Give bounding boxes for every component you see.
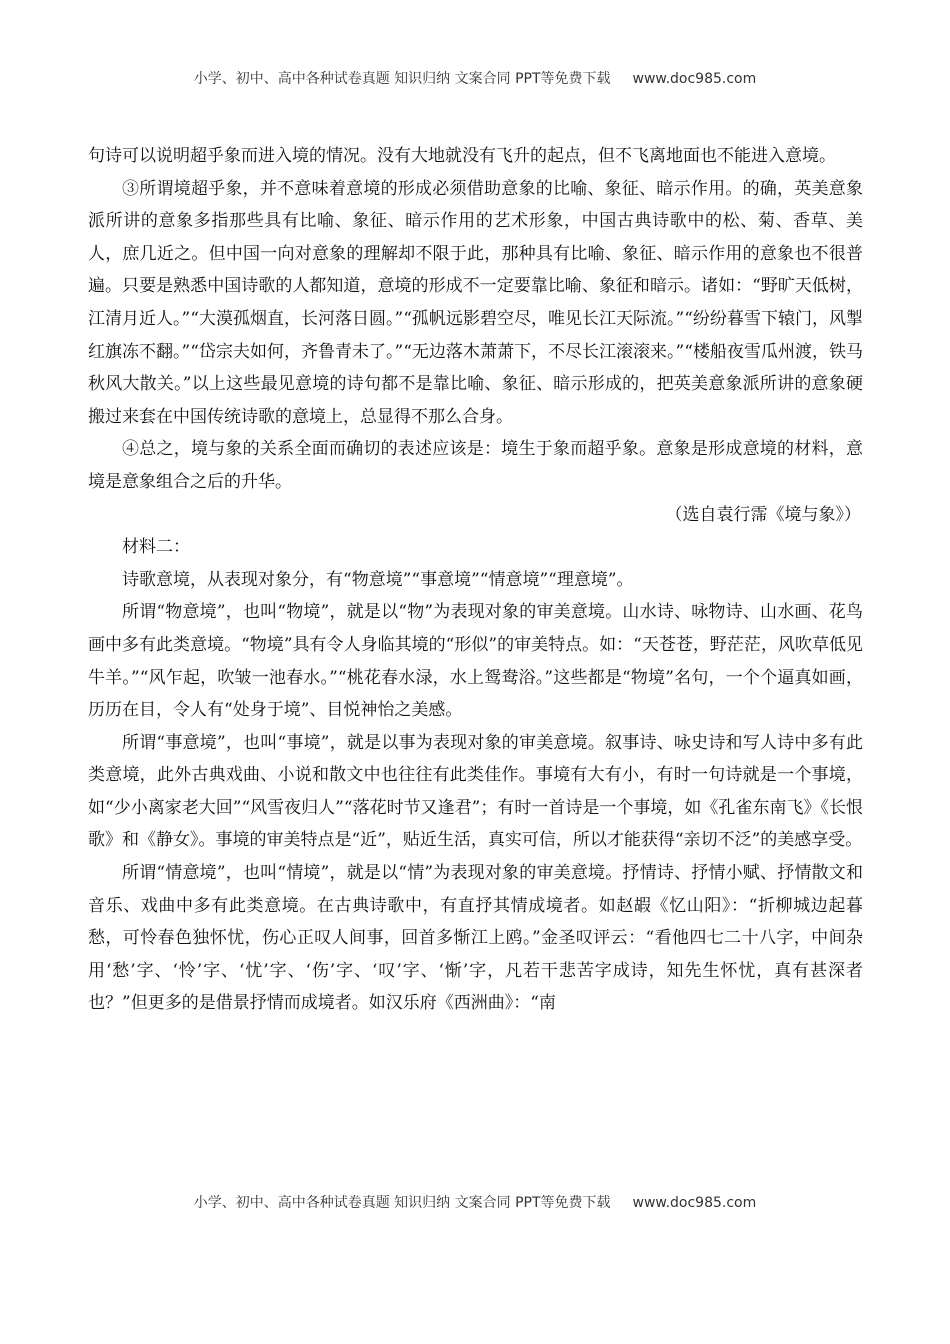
- paragraph-continuation: 句诗可以说明超乎象而进入境的情况。没有大地就没有飞升的起点，但不飞离地面也不能进入意境。: [88, 146, 836, 166]
- document-body: [88, 140, 863, 1020]
- page-header: [0, 68, 950, 88]
- footer-url[interactable]: www.doc985.com: [632, 1195, 757, 1211]
- header-url[interactable]: www.doc985.com: [632, 71, 757, 87]
- paragraph-qing-yijing: 所谓“情意境”，也叫“情境”，就是以“情”为表现对象的审美意境。抒情诗、抒情小赋、抒情散文和音乐、戏曲中多有此类意境。在古典诗歌中，有直抒其情成境者。如赵嘏《忆山阳》：“折柳城边起暮愁，可怜春色独怀忧，伤心正叹人间事，回首多惭江上鸥。”金圣叹评云：“看他四七二十八字，中间杂用‘愁’字、‘怜’字、‘忧’字、‘伤’字、‘叹’字、‘惭’字，凡若干悲苦字成诗，知先生怀忧，真有甚深者也？”但更多的是借景抒情而成境者。如汉乐府《西洲曲》：“南: [88, 863, 863, 1014]
- page-footer: [0, 1192, 950, 1212]
- paragraph-4: ④总之，境与象的关系全面而确切的表述应该是：境生于象而超乎象。意象是形成意境的材料，意境是意象组合之后的升华。: [88, 439, 863, 492]
- material-two-heading: 材料二：: [122, 537, 190, 558]
- footer-text: 小学、初中、高中各种试卷真题 知识归纳 文案合同 PPT等免费下载: [193, 1195, 611, 1211]
- paragraph-intro: 诗歌意境，从表现对象分，有“物意境”“事意境”“情意境”“理意境”。: [122, 569, 634, 590]
- source-citation: （选自袁行霈《境与象》）: [665, 504, 861, 525]
- paragraph-shi-yijing: 所谓“事意境”，也叫“事境”，就是以事为表现对象的审美意境。叙事诗、咏史诗和写人诗中多有此类意境，此外古典戏曲、小说和散文中也往往有此类佳作。事境有大有小，有时一句诗就是一个事境，如“少小离家老大回”“风雪夜归人”“落花时节又逢君”；有时一首诗是一个事境，如《孔雀东南飞》《长恨歌》和《静女》。事境的审美特点是“近”，贴近生活，真实可信，所以才能获得“亲切不泛”的美感享受。: [88, 732, 863, 851]
- header-text: 小学、初中、高中各种试卷真题 知识归纳 文案合同 PPT等免费下载: [193, 71, 611, 87]
- paragraph-3: ③所谓境超乎象，并不意味着意境的形成必须借助意象的比喻、象征、暗示作用。的确，英美意象派所讲的意象多指那些具有比喻、象征、暗示作用的艺术形象，中国古典诗歌中的松、菊、香草、美人，庶几近之。但中国一向对意象的理解却不限于此，那种具有比喻、象征、暗示作用的意象也不很普遍。只要是熟悉中国诗歌的人都知道，意境的形成不一定要靠比喻、象征和暗示。诸如：“野旷天低树，江清月近人。”“大漠孤烟直，长河落日圆。”“孤帆远影碧空尽，唯见长江天际流。”“纷纷暮雪下辕门，风掣红旗冻不翻。”“岱宗夫如何，齐鲁青未了。”“无边落木萧萧下，不尽长江滚滚来。”“楼船夜雪瓜州渡，铁马秋风大散关。”以上这些最见意境的诗句都不是靠比喻、象征、暗示形成的，把英美意象派所讲的意象硬搬过来套在中国传统诗歌的意境上，总显得不那么合身。: [88, 178, 863, 427]
- paragraph-wu-yijing: 所谓“物意境”，也叫“物境”，就是以“物”为表现对象的审美意境。山水诗、咏物诗、山水画、花鸟画中多有此类意境。“物境”具有令人身临其境的“形似”的审美特点。如：“天苍苍，野茫茫，风吹草低见牛羊。”“风乍起，吹皱一池春水。”“桃花春水渌，水上鸳鸯浴。”这些都是“物境”名句，一个个逼真如画，历历在目，令人有“处身于境”、目悦神怡之美感。: [88, 602, 863, 721]
